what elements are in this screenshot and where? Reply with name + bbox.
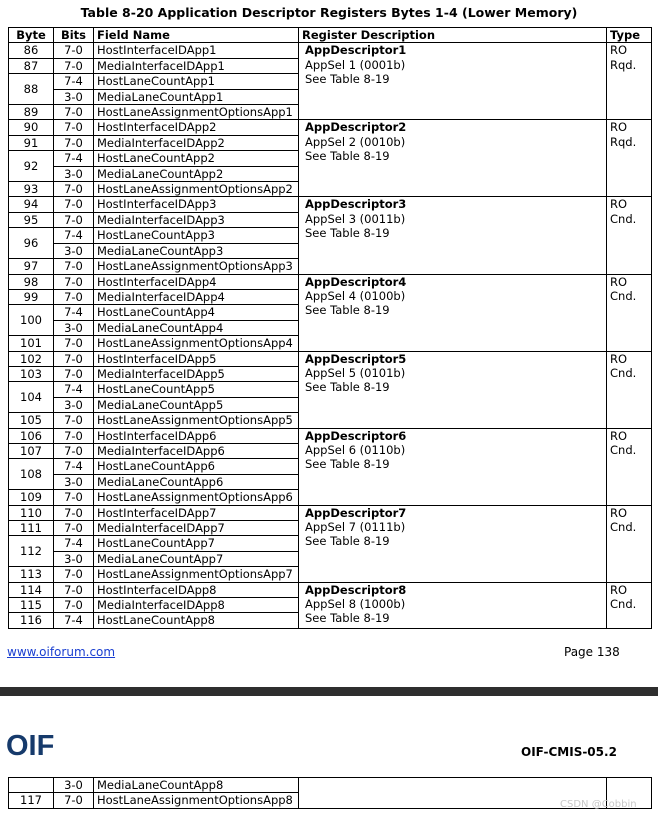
bits-cell: 7-0: [54, 336, 94, 351]
type-requirement: Cnd.: [610, 442, 637, 457]
byte-cell: [9, 778, 54, 793]
register-description-cell: [299, 505, 607, 582]
bits-cell: 7-0: [54, 105, 94, 120]
field-name-cell: HostLaneCountApp3: [94, 228, 299, 243]
register-description-cell: [299, 120, 607, 197]
field-name-cell: MediaInterfaceIDApp1: [94, 58, 299, 73]
bits-cell: 3-0: [54, 243, 94, 258]
byte-cell: 101: [9, 336, 54, 351]
field-name-cell: MediaLaneCountApp4: [94, 320, 299, 335]
bits-cell: 7-0: [54, 43, 94, 58]
table-row: [9, 505, 652, 520]
field-name-cell: HostLaneAssignmentOptionsApp2: [94, 182, 299, 197]
bits-cell: 7-0: [54, 582, 94, 597]
register-description-cell: [299, 274, 607, 351]
descriptor-title: AppDescriptor4: [305, 274, 407, 289]
page-break-bar: [0, 687, 658, 696]
type-requirement: Cnd.: [610, 288, 637, 303]
bits-cell: 7-0: [54, 197, 94, 212]
byte-cell: 106: [9, 428, 54, 443]
field-name-cell: HostLaneCountApp4: [94, 305, 299, 320]
field-name-cell: HostLaneCountApp2: [94, 151, 299, 166]
type-access: RO: [610, 505, 628, 520]
field-name-cell: HostLaneCountApp1: [94, 74, 299, 89]
type-cell: [607, 43, 652, 120]
header-byte: Byte: [9, 28, 54, 43]
appsel-text: AppSel 6 (0110b): [305, 442, 406, 457]
bits-cell: 7-0: [54, 58, 94, 73]
type-cell: [607, 197, 652, 274]
field-name-cell: HostInterfaceIDApp2: [94, 120, 299, 135]
byte-cell: 105: [9, 413, 54, 428]
byte-cell: 98: [9, 274, 54, 289]
oif-logo: [6, 729, 58, 759]
byte-cell: 92: [9, 151, 54, 182]
see-table-text: See Table 8-19: [305, 380, 390, 395]
descriptor-title: AppDescriptor3: [305, 197, 407, 212]
register-description-cell: [299, 428, 607, 505]
field-name-cell: HostLaneAssignmentOptionsApp3: [94, 259, 299, 274]
header-field-name: Field Name: [94, 28, 299, 43]
field-name-cell: HostLaneAssignmentOptionsApp4: [94, 336, 299, 351]
field-name-cell: MediaInterfaceIDApp2: [94, 135, 299, 150]
byte-cell: 93: [9, 182, 54, 197]
byte-cell: 96: [9, 228, 54, 259]
byte-cell: 90: [9, 120, 54, 135]
type-cell: [607, 582, 652, 628]
field-name-cell: HostInterfaceIDApp4: [94, 274, 299, 289]
descriptor-title: AppDescriptor7: [305, 505, 407, 520]
bits-cell: 7-0: [54, 428, 94, 443]
bits-cell: 7-4: [54, 151, 94, 166]
table-row: [9, 428, 652, 443]
type-access: RO: [610, 428, 628, 443]
bits-cell: 7-0: [54, 413, 94, 428]
type-requirement: Cnd.: [610, 211, 637, 226]
byte-cell: 109: [9, 490, 54, 505]
bits-cell: 7-0: [54, 259, 94, 274]
field-name-cell: MediaLaneCountApp3: [94, 243, 299, 258]
bits-cell: 7-4: [54, 459, 94, 474]
descriptor-title: AppDescriptor5: [305, 351, 407, 366]
field-name-cell: HostLaneAssignmentOptionsApp5: [94, 413, 299, 428]
bits-cell: 7-4: [54, 74, 94, 89]
field-name-cell: HostLaneAssignmentOptionsApp6: [94, 490, 299, 505]
field-name-cell: MediaLaneCountApp1: [94, 89, 299, 104]
oif-logo-text: OIF: [6, 730, 55, 759]
appsel-text: AppSel 5 (0101b): [305, 365, 406, 380]
field-name-cell: HostLaneAssignmentOptionsApp1: [94, 105, 299, 120]
table-row: [9, 582, 652, 597]
bits-cell: 7-0: [54, 212, 94, 227]
app-descriptor-table: [8, 27, 652, 629]
bits-cell: 7-0: [54, 521, 94, 536]
table-row: [9, 351, 652, 366]
page-number: Page 138: [564, 645, 620, 659]
byte-cell: 111: [9, 521, 54, 536]
table-row: [9, 274, 652, 289]
bits-cell: 7-0: [54, 182, 94, 197]
descriptor-title: AppDescriptor1: [305, 43, 407, 58]
bits-cell: 7-4: [54, 228, 94, 243]
type-access: RO: [610, 43, 628, 58]
header-register-description: Register Description: [299, 28, 607, 43]
bits-cell: 7-0: [54, 274, 94, 289]
field-name-cell: MediaInterfaceIDApp3: [94, 212, 299, 227]
bits-cell: 7-4: [54, 305, 94, 320]
field-name-cell: HostLaneCountApp5: [94, 382, 299, 397]
type-access: RO: [610, 274, 628, 289]
field-name-cell: MediaLaneCountApp7: [94, 551, 299, 566]
header-bits: Bits: [54, 28, 94, 43]
byte-cell: 117: [9, 793, 54, 808]
type-requirement: Cnd.: [610, 520, 637, 534]
bits-cell: 7-4: [54, 613, 94, 628]
field-name-cell: HostLaneCountApp6: [94, 459, 299, 474]
byte-cell: 113: [9, 567, 54, 582]
table-row: [9, 197, 652, 212]
watermark: CSDN @Cobbin: [560, 799, 637, 810]
type-access: RO: [610, 351, 628, 366]
bits-cell: 3-0: [54, 166, 94, 181]
see-table-text: See Table 8-19: [305, 534, 390, 549]
field-name-cell: HostInterfaceIDApp7: [94, 505, 299, 520]
register-description-cell: [299, 351, 607, 428]
bits-cell: 7-0: [54, 598, 94, 613]
register-description-cell: [299, 43, 607, 120]
document-id: OIF-CMIS-05.2: [521, 745, 617, 759]
register-description-cell: [299, 582, 607, 628]
bits-cell: 3-0: [54, 474, 94, 489]
field-name-cell: HostInterfaceIDApp6: [94, 428, 299, 443]
bits-cell: 7-0: [54, 505, 94, 520]
continuation-table: [8, 777, 652, 809]
byte-cell: 114: [9, 582, 54, 597]
see-table-text: See Table 8-19: [305, 226, 390, 241]
see-table-text: See Table 8-19: [305, 303, 390, 318]
field-name-cell: MediaLaneCountApp8: [94, 778, 299, 793]
bits-cell: 7-0: [54, 289, 94, 304]
byte-cell: 89: [9, 105, 54, 120]
field-name-cell: MediaLaneCountApp6: [94, 474, 299, 489]
bits-cell: 7-0: [54, 490, 94, 505]
bits-cell: 3-0: [54, 551, 94, 566]
see-table-text: See Table 8-19: [305, 72, 390, 87]
byte-cell: 100: [9, 305, 54, 336]
field-name-cell: MediaInterfaceIDApp4: [94, 289, 299, 304]
type-cell: [607, 120, 652, 197]
type-requirement: Cnd.: [610, 365, 637, 380]
field-name-cell: HostInterfaceIDApp8: [94, 582, 299, 597]
bits-cell: 3-0: [54, 320, 94, 335]
table-caption: Table 8-20 Application Descriptor Registers Bytes 1-4 (Lower Memory): [80, 5, 578, 20]
type-cell: [607, 351, 652, 428]
byte-cell: 112: [9, 536, 54, 567]
type-requirement: Rqd.: [610, 57, 637, 72]
appsel-text: AppSel 1 (0001b): [305, 57, 406, 72]
see-table-text: See Table 8-19: [305, 611, 390, 626]
field-name-cell: HostLaneAssignmentOptionsApp8: [94, 793, 299, 808]
field-name-cell: HostLaneAssignmentOptionsApp7: [94, 567, 299, 582]
bits-cell: 3-0: [54, 778, 94, 793]
field-name-cell: HostInterfaceIDApp5: [94, 351, 299, 366]
byte-cell: 104: [9, 382, 54, 413]
descriptor-title: AppDescriptor6: [305, 428, 407, 443]
type-access: RO: [610, 582, 628, 597]
type-cell: [607, 274, 652, 351]
appsel-text: AppSel 4 (0100b): [305, 288, 406, 303]
field-name-cell: HostLaneCountApp8: [94, 613, 299, 628]
appsel-text: AppSel 8 (1000b): [305, 597, 406, 612]
descriptor-title: AppDescriptor2: [305, 120, 407, 135]
field-name-cell: MediaInterfaceIDApp7: [94, 521, 299, 536]
byte-cell: 110: [9, 505, 54, 520]
byte-cell: 94: [9, 197, 54, 212]
bits-cell: 3-0: [54, 89, 94, 104]
bits-cell: 7-0: [54, 793, 94, 808]
field-name-cell: MediaInterfaceIDApp5: [94, 366, 299, 381]
register-description-cell: [299, 197, 607, 274]
bits-cell: 7-4: [54, 382, 94, 397]
byte-cell: 99: [9, 289, 54, 304]
bits-cell: 7-0: [54, 135, 94, 150]
field-name-cell: HostInterfaceIDApp1: [94, 43, 299, 58]
byte-cell: 108: [9, 459, 54, 490]
table-row: [9, 778, 652, 793]
byte-cell: 97: [9, 259, 54, 274]
byte-cell: 107: [9, 443, 54, 458]
table-row: [9, 43, 652, 58]
type-access: RO: [610, 120, 628, 135]
byte-cell: 102: [9, 351, 54, 366]
field-name-cell: MediaInterfaceIDApp6: [94, 443, 299, 458]
bits-cell: 7-0: [54, 351, 94, 366]
bits-cell: 3-0: [54, 397, 94, 412]
appsel-text: AppSel 7 (0111b): [305, 520, 406, 534]
type-cell: [607, 505, 652, 582]
byte-cell: 88: [9, 74, 54, 105]
byte-cell: 116: [9, 613, 54, 628]
field-name-cell: HostInterfaceIDApp3: [94, 197, 299, 212]
field-name-cell: MediaLaneCountApp2: [94, 166, 299, 181]
appsel-text: AppSel 3 (0011b): [305, 211, 406, 226]
header-type: Type: [607, 28, 652, 43]
field-name-cell: MediaLaneCountApp5: [94, 397, 299, 412]
field-name-cell: MediaInterfaceIDApp8: [94, 598, 299, 613]
byte-cell: 115: [9, 598, 54, 613]
table-row: [9, 120, 652, 135]
bits-cell: 7-4: [54, 536, 94, 551]
bits-cell: 7-0: [54, 567, 94, 582]
type-requirement: Rqd.: [610, 134, 637, 149]
field-name-cell: HostLaneCountApp7: [94, 536, 299, 551]
see-table-text: See Table 8-19: [305, 457, 390, 472]
oiforum-link[interactable]: www.oiforum.com: [7, 645, 116, 659]
type-requirement: Cnd.: [610, 597, 637, 612]
appsel-text: AppSel 2 (0010b): [305, 134, 406, 149]
descriptor-title: AppDescriptor8: [305, 582, 407, 597]
bits-cell: 7-0: [54, 366, 94, 381]
bits-cell: 7-0: [54, 120, 94, 135]
type-cell: [607, 428, 652, 505]
see-table-text: See Table 8-19: [305, 149, 390, 164]
table-header-row: [9, 28, 652, 43]
bits-cell: 7-0: [54, 443, 94, 458]
byte-cell: 87: [9, 58, 54, 73]
byte-cell: 95: [9, 212, 54, 227]
byte-cell: 103: [9, 366, 54, 381]
byte-cell: 91: [9, 135, 54, 150]
byte-cell: 86: [9, 43, 54, 58]
type-access: RO: [610, 197, 628, 212]
